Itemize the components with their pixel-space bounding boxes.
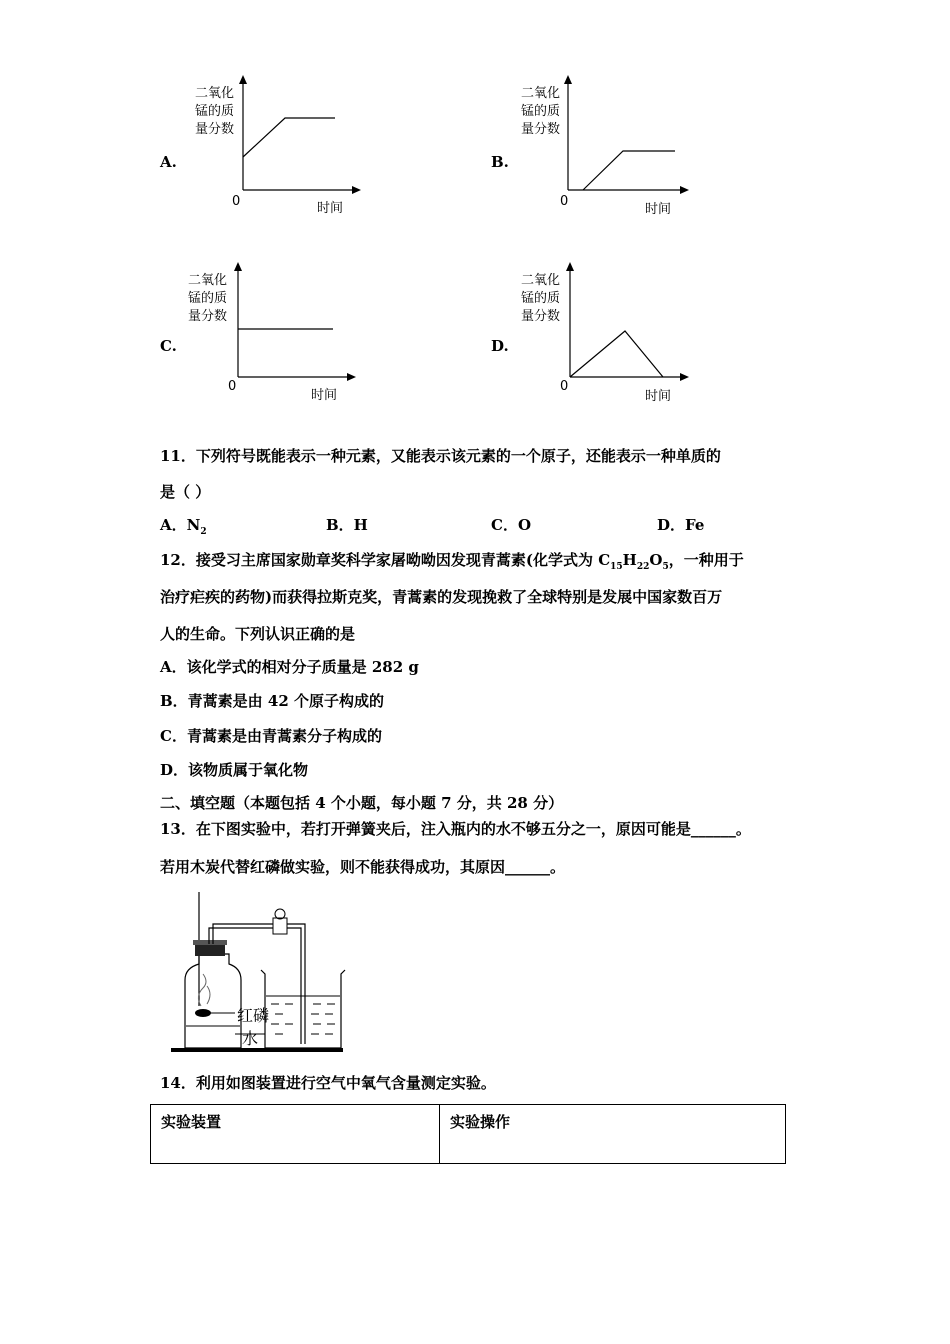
q12-option-c: C．青蒿素是由青蒿素分子构成的 [160, 727, 382, 745]
q12-option-a: A．该化学式的相对分子质量是 282 g [160, 658, 419, 676]
q12-stem-line1 [160, 550, 744, 577]
chart-d-ylabel-1: 二氧化 [521, 273, 561, 288]
gas-bottle [185, 954, 241, 1048]
spring-clamp [273, 918, 287, 934]
q11-option-b: B．H [326, 516, 368, 534]
chart-d-ylabel-3: 量分数 [521, 309, 561, 324]
chart-d-y-arrow [566, 262, 574, 271]
chart-c-ylabel-2: 锰的质 [188, 291, 228, 306]
chart-c-x-arrow [347, 373, 356, 381]
smoke-icon [198, 974, 210, 1006]
table-header-operation: 实验操作 [440, 1105, 786, 1164]
chart-a-ylabel-2: 锰的质 [195, 104, 235, 119]
q13-apparatus-diagram [165, 888, 355, 1058]
q12-line1-part-b: H [622, 551, 637, 569]
chart-c-label: C. [160, 337, 177, 355]
q11-option-a [160, 515, 207, 542]
q12-option-d: D．该物质属于氧化物 [160, 761, 309, 779]
chart-b-x-arrow [680, 186, 689, 194]
chart-c-ylabel-3: 量分数 [188, 309, 228, 324]
water-beaker [261, 970, 345, 1048]
chart-a-origin: 0 [232, 194, 241, 209]
chart-b-ylabel-3: 量分数 [521, 122, 561, 137]
chart-a-label: A. [160, 153, 177, 171]
chart-c [180, 262, 390, 412]
q12-option-b: B．青蒿素是由 42 个原子构成的 [160, 692, 384, 710]
q11-stem-line1: 11．下列符号既能表示一种元素，又能表示该元素的一个原子，还能表示一种单质的 [160, 447, 721, 465]
table-row [151, 1105, 786, 1164]
chart-d-label: D. [491, 337, 509, 355]
chart-b-origin: 0 [560, 194, 569, 209]
chart-b [515, 75, 725, 225]
chart-d-xlabel: 时间 [645, 389, 672, 404]
chart-a-x-arrow [352, 186, 361, 194]
q12-stem-line2: 治疗疟疾的药物)而获得拉斯克奖，青蒿素的发现挽救了全球特别是发展中国家数百万 [160, 588, 723, 606]
q11-option-c: C．O [491, 516, 532, 534]
q14-stem: 14．利用如图装置进行空气中氧气含量测定实验。 [160, 1074, 496, 1092]
chart-a-xlabel: 时间 [317, 201, 344, 216]
chart-a-ylabel-1: 二氧化 [195, 86, 235, 101]
q12-line1-part-c: O [649, 551, 663, 569]
label-water: 水 [242, 1029, 259, 1048]
chart-b-ylabel-1: 二氧化 [521, 86, 561, 101]
chart-c-origin: 0 [228, 379, 237, 394]
q12-sub-h: 22 [636, 562, 650, 572]
combustion-spoon [195, 1009, 211, 1017]
chart-d [515, 262, 725, 412]
beaker-water-dashes [271, 1004, 335, 1034]
section-heading: 二、填空题（本题包括 4 个小题，每小题 7 分，共 28 分） [160, 794, 564, 812]
chart-d-ylabel-2: 锰的质 [521, 291, 561, 306]
chart-b-label: B. [491, 153, 509, 171]
chart-a-y-arrow [239, 75, 247, 84]
chart-b-ylabel-2: 锰的质 [521, 104, 561, 119]
q12-sub-o: 5 [662, 562, 669, 572]
chart-d-x-arrow [680, 373, 689, 381]
table-header-apparatus: 实验装置 [151, 1105, 440, 1164]
q11-option-a-subscript: 2 [200, 527, 207, 537]
chart-b-y-arrow [564, 75, 572, 84]
q12-sub-c: 15 [610, 562, 623, 572]
q12-line1-part-a: 12．接受习主席国家勋章奖科学家屠呦呦因发现青蒿素(化学式为 C [160, 551, 611, 569]
q11-option-d: D．Fe [657, 516, 705, 534]
chart-a [185, 75, 395, 225]
bottle-stopper [195, 944, 225, 956]
chart-c-y-arrow [234, 262, 242, 271]
q12-line1-part-d: ，一种用于 [668, 551, 744, 569]
chart-d-series-line [570, 331, 663, 377]
q11-stem-line2: 是（ ） [160, 483, 211, 501]
q12-stem-line3: 人的生命。下列认识正确的是 [160, 625, 356, 643]
chart-b-xlabel: 时间 [645, 202, 672, 217]
bottle-stopper-top [193, 940, 227, 945]
label-red-phosphorus: 红磷 [237, 1006, 270, 1025]
q11-option-a-text: A．N [160, 516, 201, 534]
q13-stem-line2: 若用木炭代替红磷做实验，则不能获得成功，其原因______。 [160, 858, 566, 876]
q14-table [150, 1104, 786, 1164]
chart-a-series-line [243, 118, 335, 157]
chart-a-ylabel-3: 量分数 [195, 122, 235, 137]
chart-c-ylabel-1: 二氧化 [188, 273, 228, 288]
q13-stem-line1: 13．在下图实验中，若打开弹簧夹后，注入瓶内的水不够五分之一，原因可能是______。 [160, 820, 751, 838]
chart-c-xlabel: 时间 [311, 388, 338, 403]
chart-b-series-line [583, 151, 675, 190]
chart-d-origin: 0 [560, 379, 569, 394]
